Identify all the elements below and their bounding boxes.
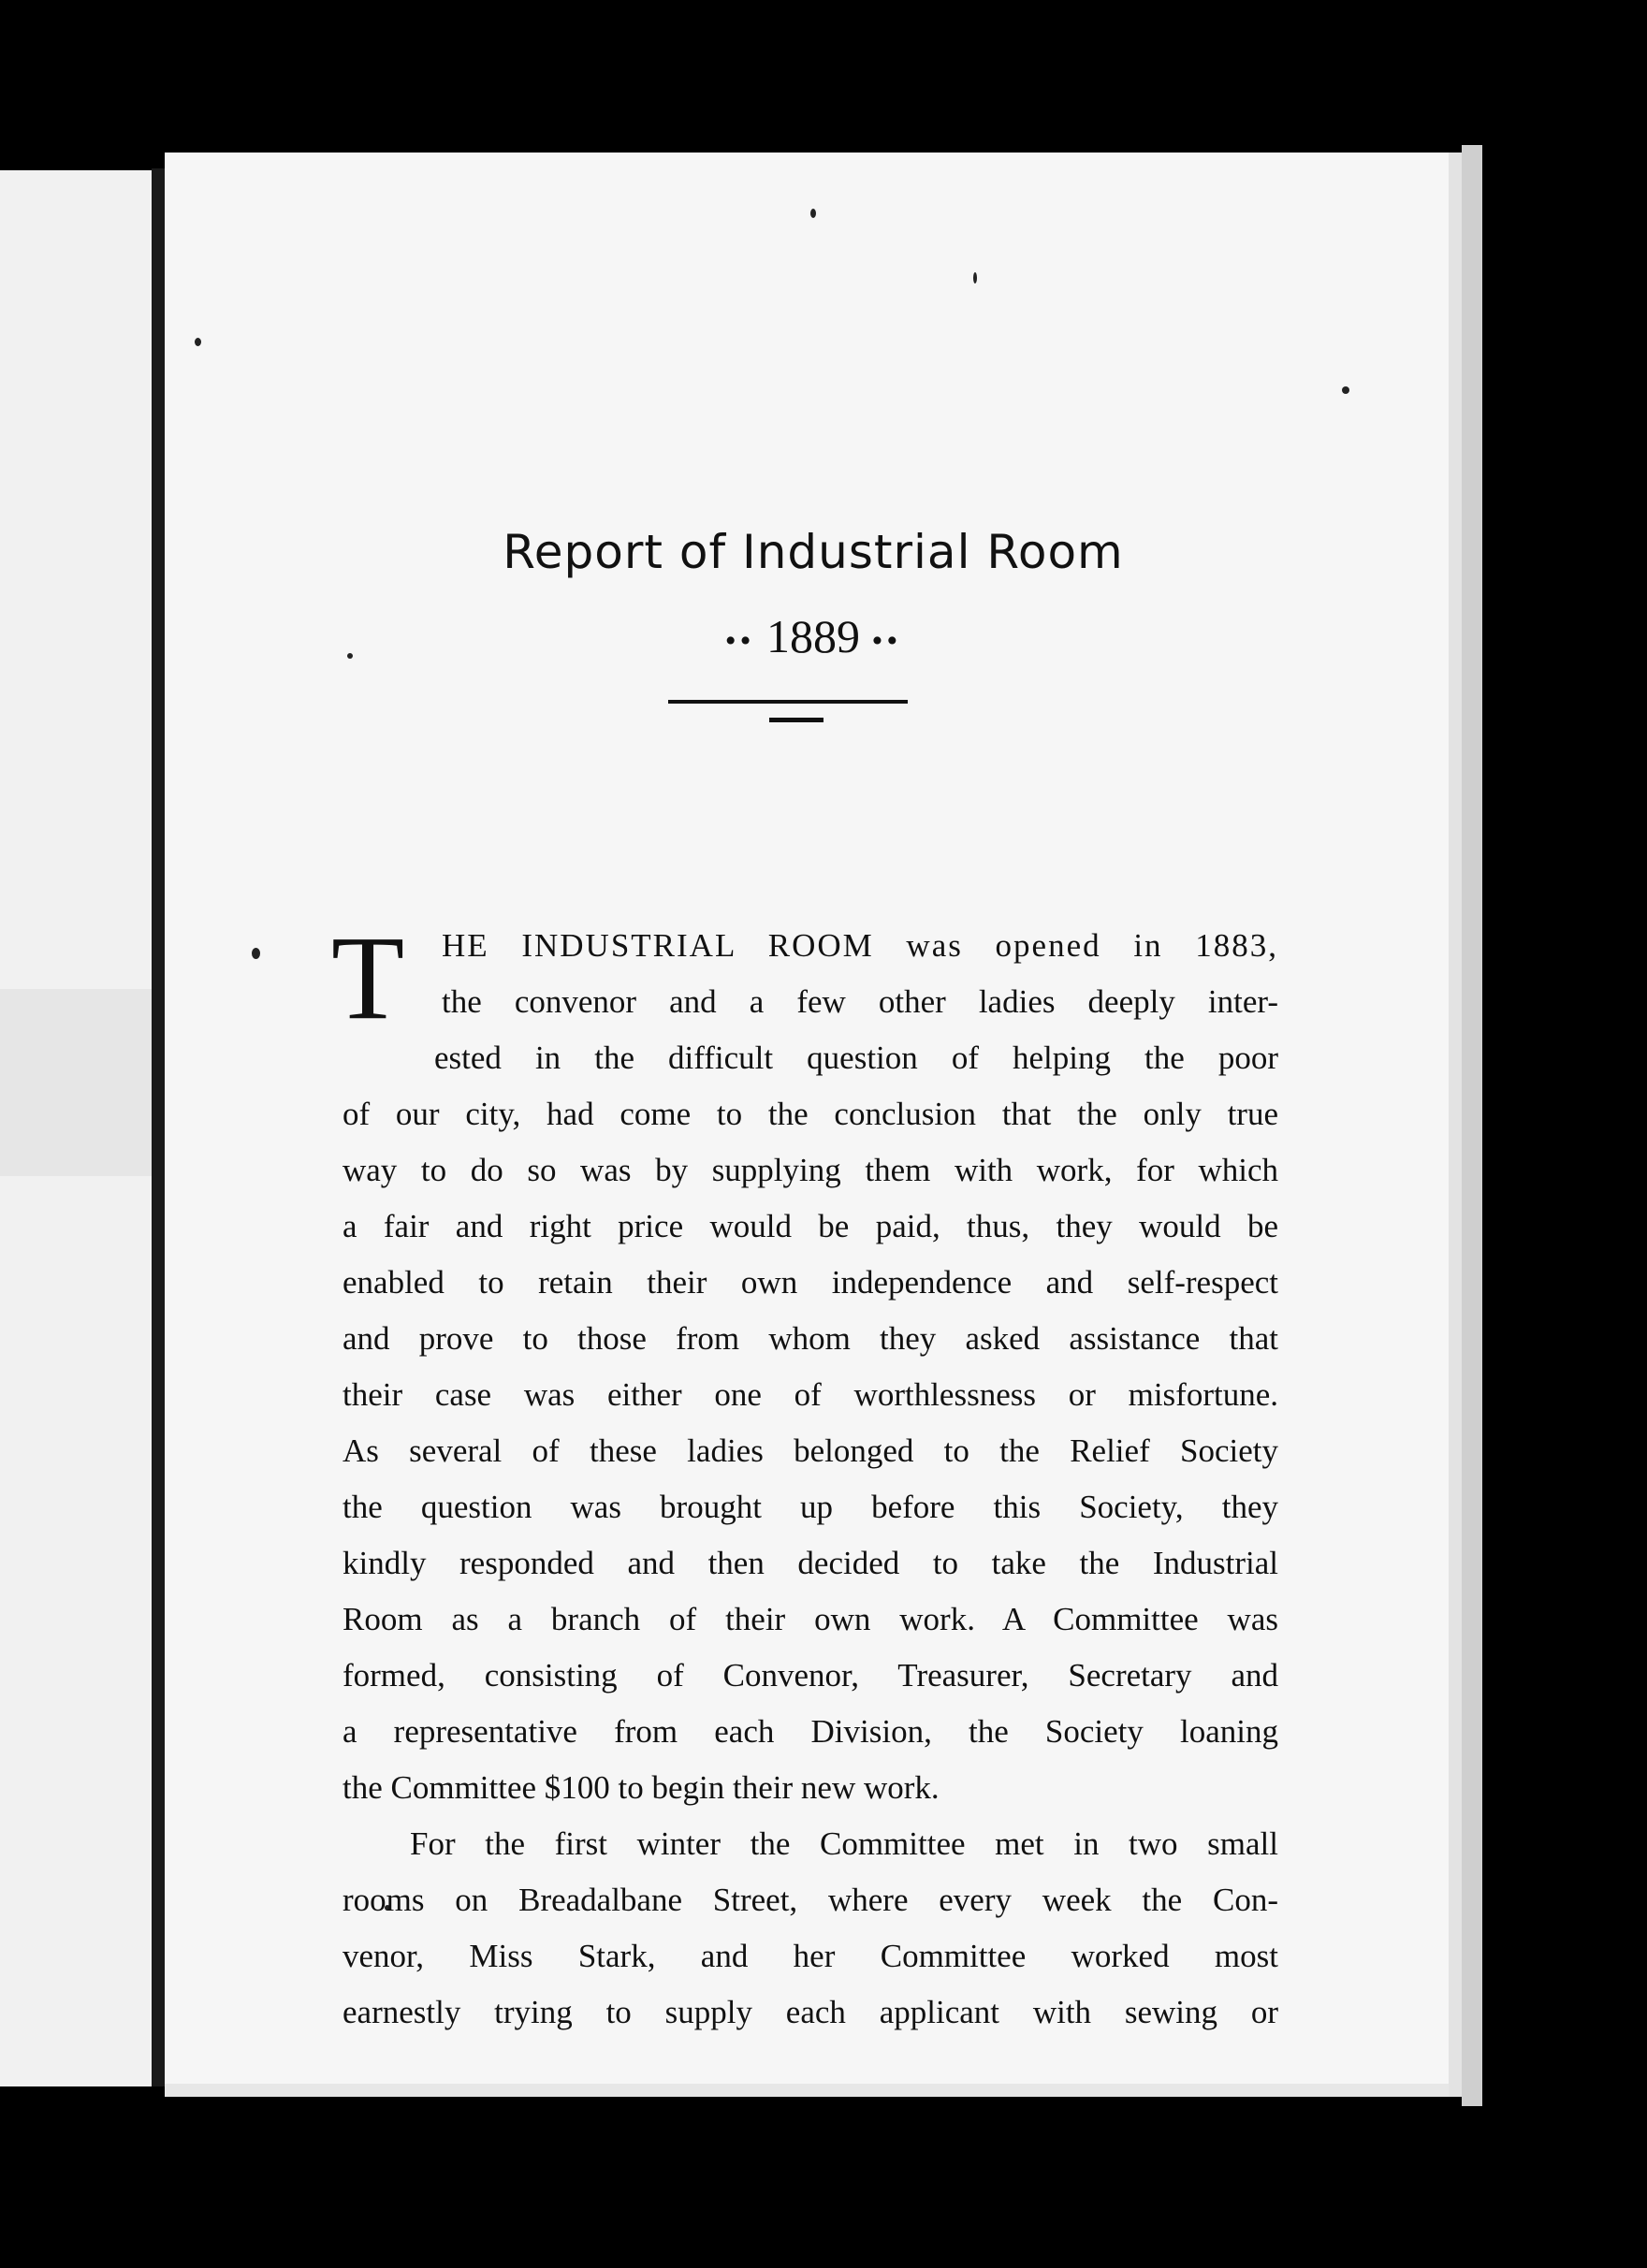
paragraph-2 bbox=[343, 1816, 1278, 2041]
text-line: For the first winter the Committee met in two small bbox=[410, 1825, 1278, 1862]
text-line: the Committee $100 to begin their new work. bbox=[343, 1769, 940, 1806]
report-year: 1889 bbox=[766, 610, 860, 662]
text-line: As several of these ladies belonged to the Relief Society bbox=[343, 1432, 1278, 1469]
text-line: HE INDUSTRIAL ROOM was opened in 1883, bbox=[442, 927, 1278, 964]
ornament-dots-right: •• bbox=[871, 623, 902, 659]
text-line: formed, consisting of Convenor, Treasurer, Secretary and bbox=[343, 1657, 1278, 1694]
text-line: the question was brought up before this Society, they bbox=[343, 1489, 1278, 1525]
scan-speck bbox=[810, 209, 816, 218]
text-line: a representative from each Division, the Society loaning bbox=[343, 1713, 1278, 1750]
text-line: ested in the difficult question of helping the poor bbox=[434, 1040, 1278, 1076]
text-line: venor, Miss Stark, and her Committee worked most bbox=[343, 1938, 1278, 1974]
text-line: the convenor and a few other ladies deeply inter- bbox=[442, 983, 1278, 1020]
report-title: Report of Industrial Room bbox=[503, 525, 1124, 579]
text-line: kindly responded and then decided to take the Industrial bbox=[343, 1545, 1278, 1581]
scan-speck bbox=[252, 948, 260, 959]
ornament-dots-left: •• bbox=[724, 623, 755, 659]
title-rule-short bbox=[769, 718, 824, 722]
scan-speck bbox=[1342, 386, 1349, 394]
scan-speck bbox=[973, 272, 977, 284]
text-line: enabled to retain their own independence and self-respect bbox=[343, 1264, 1278, 1301]
text-line: way to do so was by supplying them with work, for which bbox=[343, 1152, 1278, 1188]
text-line: a fair and right price would be paid, thus, they would be bbox=[343, 1208, 1278, 1244]
scan-speck bbox=[195, 338, 201, 346]
title-rule-long bbox=[668, 700, 908, 704]
drop-cap-initial: T bbox=[331, 911, 405, 1044]
paragraph-1 bbox=[343, 918, 1278, 1816]
text-line: their case was either one of worthlessness or misfortune. bbox=[343, 1376, 1278, 1413]
text-line: earnestly trying to supply each applicant with sewing or bbox=[343, 1994, 1278, 2030]
facing-page-edge bbox=[0, 170, 152, 2086]
document-page bbox=[165, 153, 1462, 2097]
facing-page-crease bbox=[0, 989, 152, 1176]
book-gutter bbox=[152, 168, 165, 2086]
page-edge-shadow bbox=[1462, 145, 1482, 2106]
text-line: and prove to those from whom they asked assistance that bbox=[343, 1320, 1278, 1357]
text-line: Room as a branch of their own work. A Committee was bbox=[343, 1601, 1278, 1637]
report-year-line bbox=[165, 609, 1462, 663]
text-line: rooms on Breadalbane Street, where every week the Con- bbox=[343, 1882, 1278, 1918]
text-line: of our city, had come to the conclusion that the only true bbox=[343, 1096, 1278, 1132]
